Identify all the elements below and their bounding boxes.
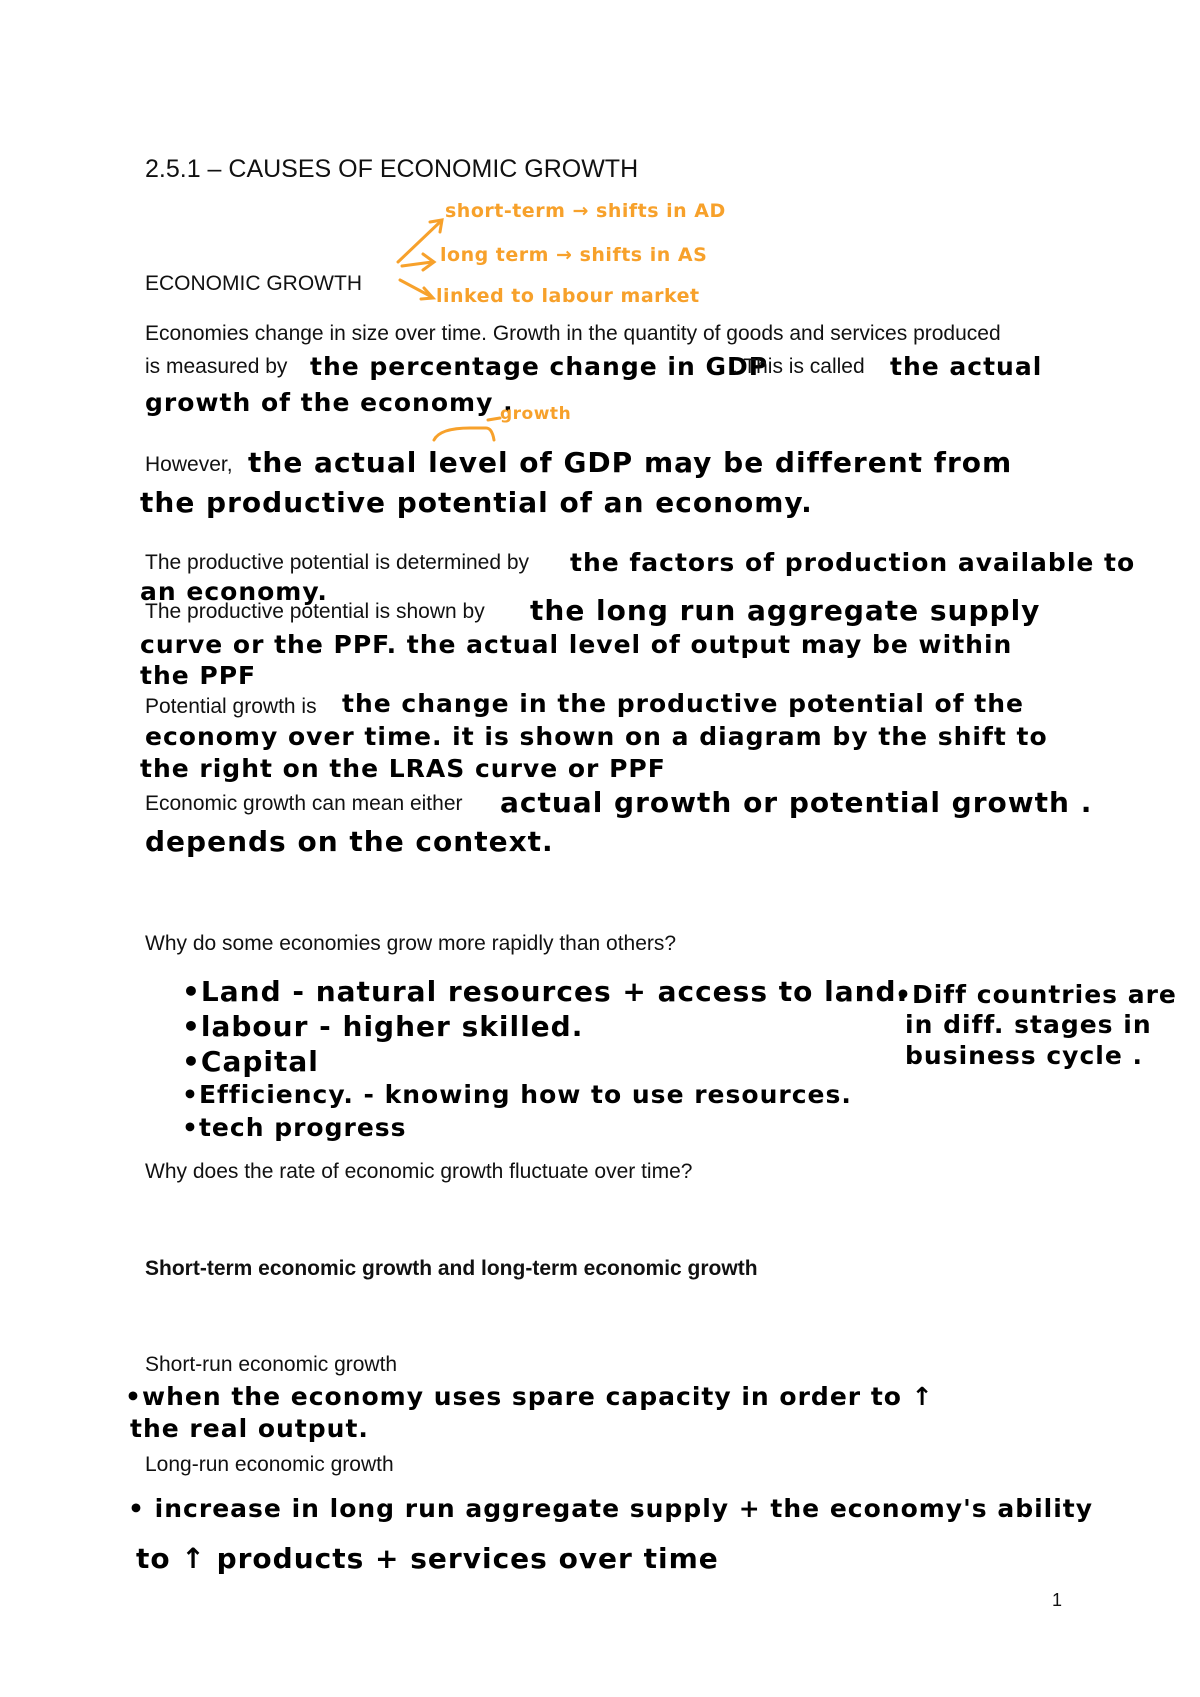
p5-handwritten-2: economy over time. it is shown on a diagram by the shift to bbox=[145, 722, 1048, 751]
short-run-handwritten-2: the real output. bbox=[130, 1414, 369, 1443]
p6-label: Economic growth can mean either bbox=[145, 792, 463, 815]
list-item: •labour - higher skilled. bbox=[182, 1010, 584, 1043]
section-title: ECONOMIC GROWTH bbox=[145, 272, 362, 295]
p5-handwritten-3: the right on the LRAS curve or PPF bbox=[140, 754, 666, 783]
page-heading: 2.5.1 – CAUSES OF ECONOMIC GROWTH bbox=[145, 155, 639, 183]
page-number: 1 bbox=[1052, 1590, 1063, 1610]
annotation-short-term: short-term → shifts in AD bbox=[445, 200, 726, 222]
side-note-line1: •Diff countries are bbox=[895, 980, 1177, 1009]
p6-handwritten-2: depends on the context. bbox=[145, 825, 554, 858]
side-note-line3: business cycle . bbox=[905, 1041, 1144, 1070]
p6-handwritten-1: actual growth or potential growth . bbox=[500, 786, 1093, 819]
list-item: •Capital bbox=[182, 1045, 319, 1078]
list-item: •Land - natural resources + access to land. bbox=[182, 975, 909, 1008]
annotation-long-term: long term → shifts in AS bbox=[440, 244, 708, 266]
p2-label: However, bbox=[145, 453, 233, 476]
list-item: •tech progress bbox=[182, 1113, 407, 1142]
annotation-growth: growth bbox=[500, 404, 572, 424]
p5-handwritten-1: the change in the productive potential of the bbox=[342, 689, 1025, 718]
p1-handwritten-1: the percentage change in GDP bbox=[310, 352, 769, 381]
long-run-handwritten-1: • increase in long run aggregate supply + the economy's ability bbox=[128, 1494, 1094, 1523]
p1-handwritten-2: the actual bbox=[890, 352, 1043, 381]
question-rapid-growth: Why do some economies grow more rapidly than others? bbox=[145, 932, 677, 955]
p1-line2-label: is measured by bbox=[145, 355, 288, 378]
p4-label: The productive potential is shown by bbox=[145, 600, 485, 623]
subheading: Short-term economic growth and long-term economic growth bbox=[145, 1257, 758, 1280]
annotation-linked-labour: linked to labour market bbox=[436, 285, 700, 307]
p4-handwritten-2: curve or the PPF. the actual level of output may be within bbox=[140, 630, 1013, 659]
p1-handwritten-3: growth of the economy . bbox=[145, 388, 514, 417]
p2-handwritten-1: the actual level of GDP may be different from bbox=[248, 446, 1013, 479]
p3-label: The productive potential is determined by bbox=[145, 551, 530, 574]
question-fluctuate: Why does the rate of economic growth fluctuate over time? bbox=[145, 1160, 693, 1183]
p3-handwritten-2: an economy. bbox=[140, 577, 328, 606]
short-run-handwritten-1: •when the economy uses spare capacity in order to ↑ bbox=[125, 1382, 934, 1411]
long-run-label: Long-run economic growth bbox=[145, 1453, 394, 1476]
list-item: •Efficiency. - knowing how to use resources. bbox=[182, 1080, 852, 1109]
p1-line1: Economies change in size over time. Growth in the quantity of goods and services produced bbox=[145, 322, 1001, 345]
side-note-line2: in diff. stages in bbox=[905, 1010, 1152, 1039]
short-run-label: Short-run economic growth bbox=[145, 1353, 398, 1376]
p4-handwritten-1: the long run aggregate supply bbox=[530, 594, 1041, 627]
p1-line2-suffix: . This is called bbox=[732, 355, 865, 378]
p4-handwritten-3: the PPF bbox=[140, 661, 257, 690]
p2-handwritten-2: the productive potential of an economy. bbox=[140, 486, 813, 519]
long-run-handwritten-2: to ↑ products + services over time bbox=[136, 1542, 719, 1575]
p5-label: Potential growth is bbox=[145, 695, 317, 718]
p3-handwritten-1: the factors of production available to bbox=[570, 548, 1136, 577]
